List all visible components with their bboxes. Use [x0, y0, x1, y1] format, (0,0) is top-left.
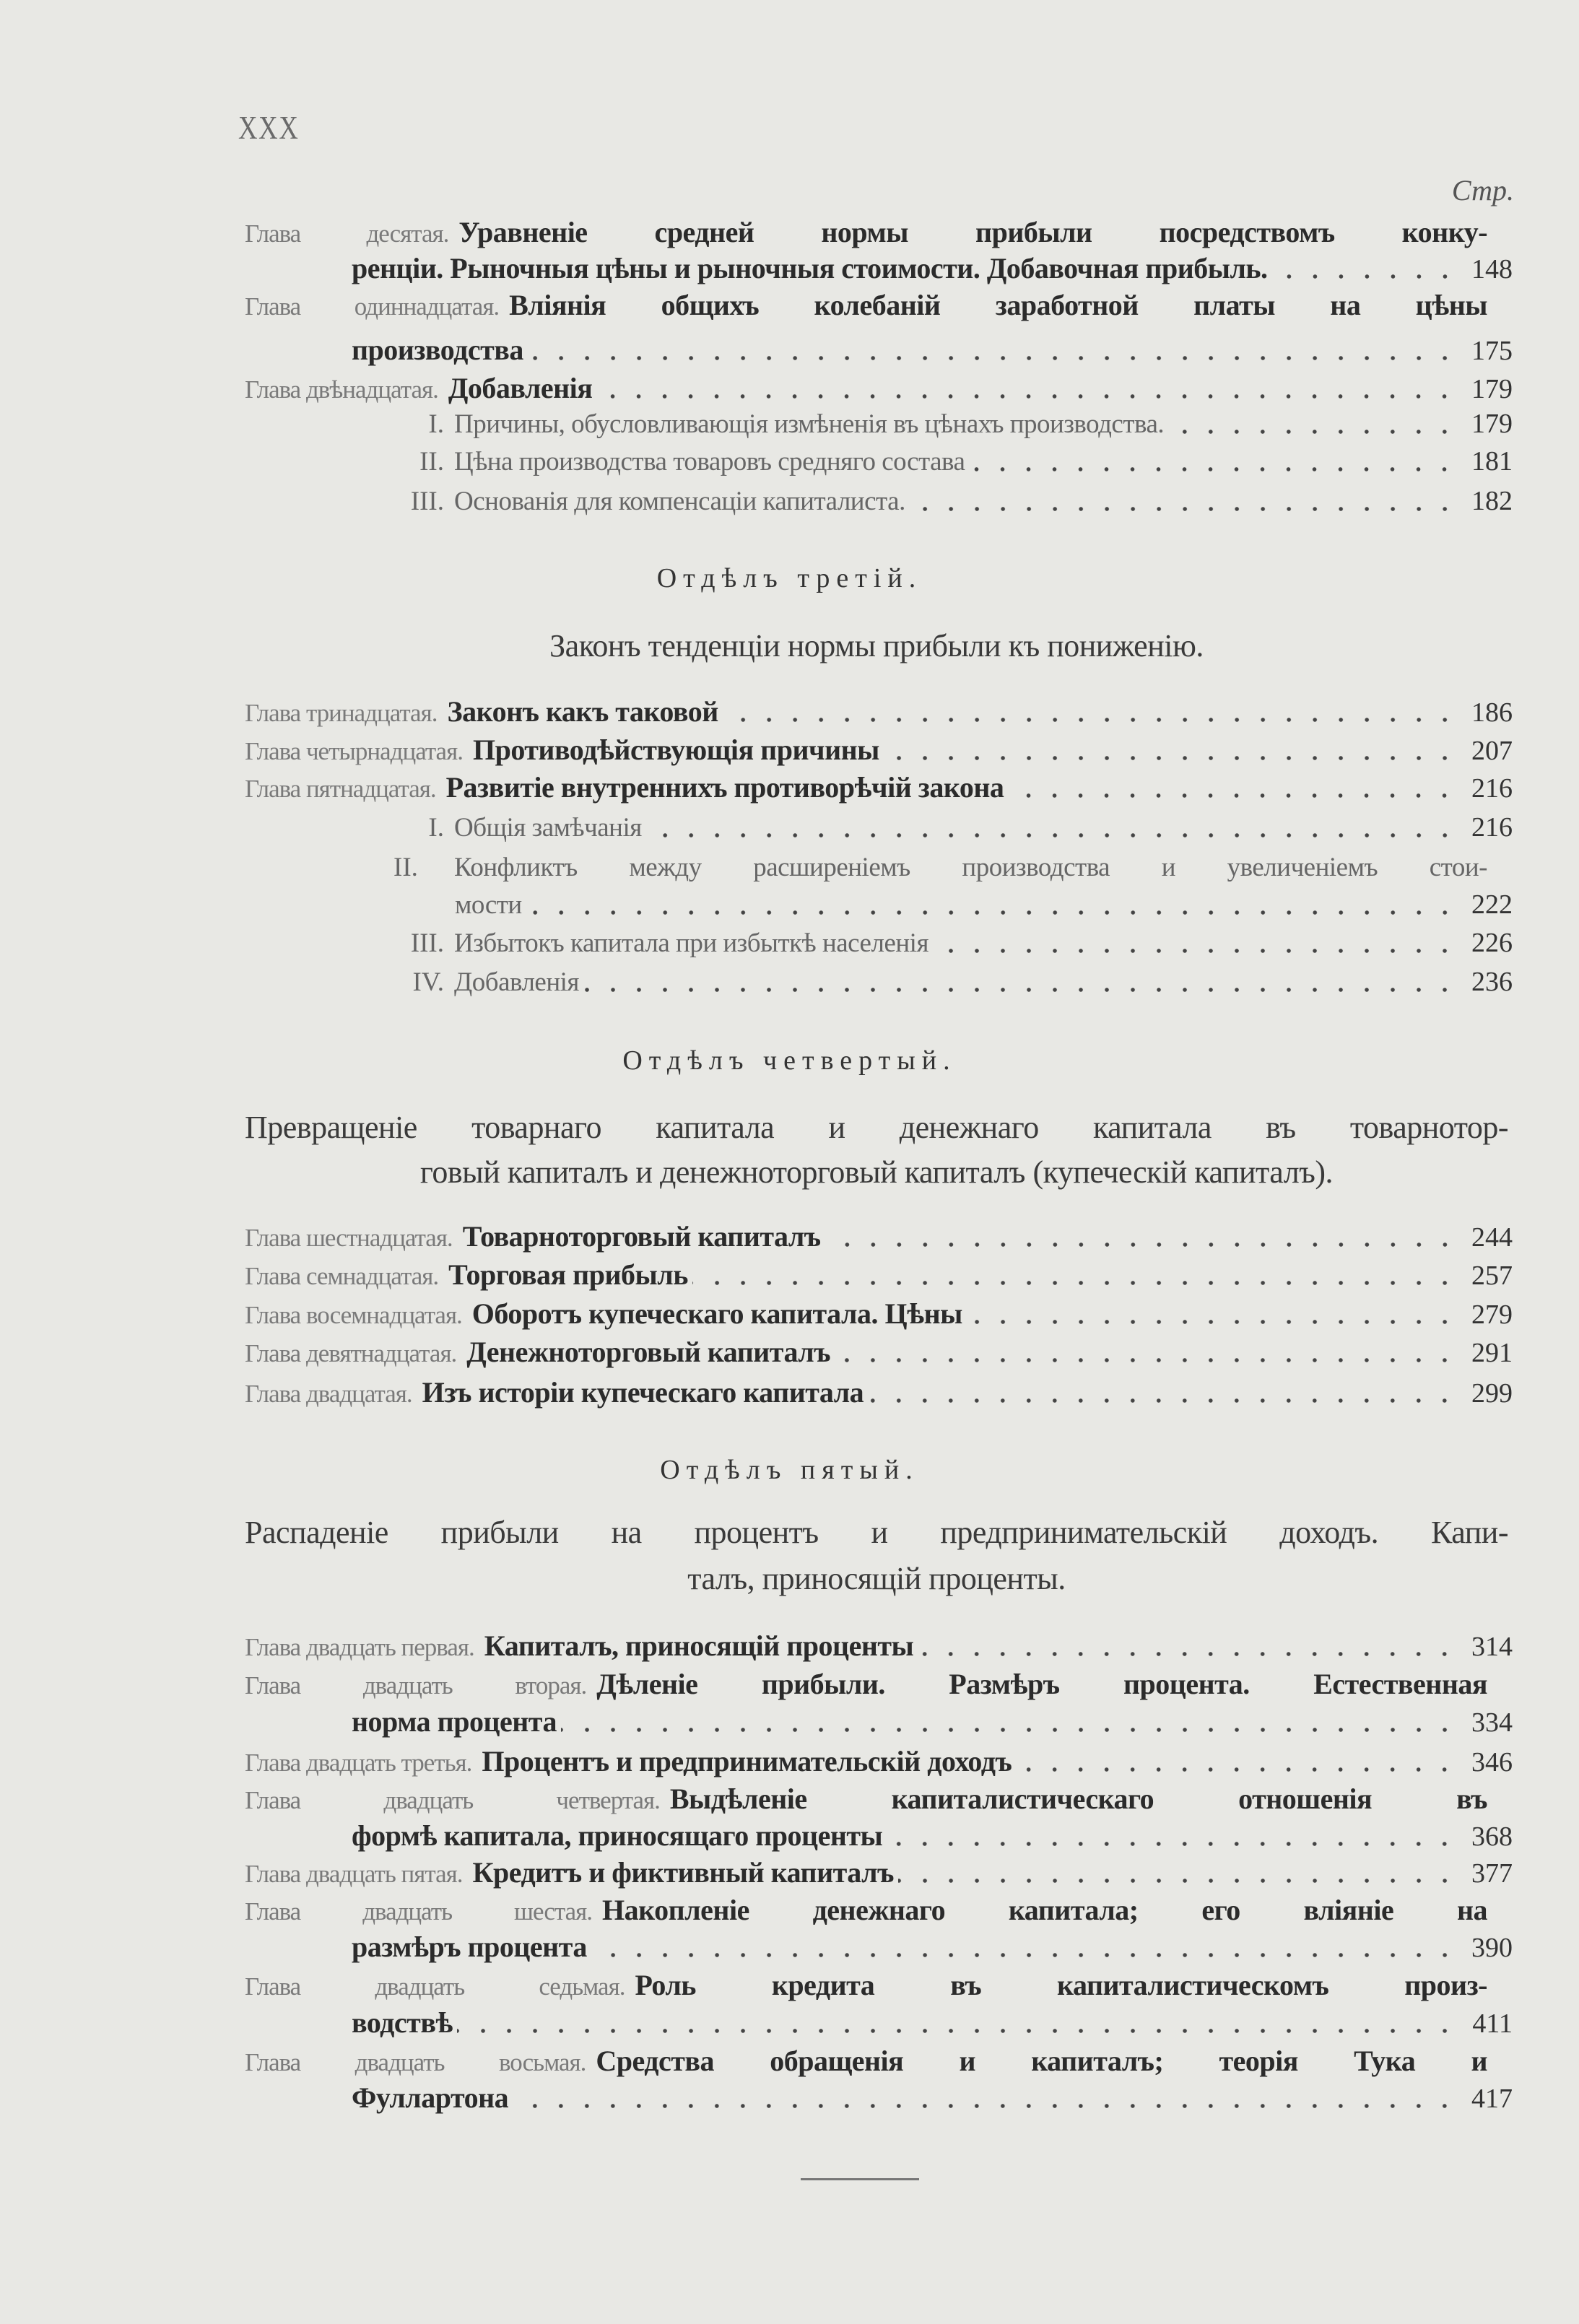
dot-leader [526, 910, 1458, 915]
page-ref[interactable]: 175 [1471, 336, 1513, 366]
dot-leader [825, 1242, 1458, 1247]
dot-leader [1168, 430, 1458, 434]
page-ref[interactable]: 346 [1471, 1747, 1513, 1777]
subsection-line[interactable] [393, 406, 1513, 441]
chapter-line[interactable] [352, 2006, 1513, 2040]
subsection-number: III. [410, 487, 444, 516]
page-ref[interactable]: 377 [1471, 1858, 1513, 1889]
page-ref[interactable]: 216 [1471, 812, 1513, 843]
page-ref[interactable]: 236 [1471, 967, 1513, 997]
chapter-line[interactable] [352, 251, 1513, 286]
subsection-line[interactable] [455, 887, 1513, 922]
subsection-title[interactable]: Общія замѣчанія [454, 813, 642, 843]
chapter-label: Глава семнадцатая. [245, 1262, 439, 1290]
page-number: XXX [238, 109, 300, 146]
chapter-label: Глава двѣнадцатая. [245, 375, 438, 404]
chapter-label: Глава двадцать шестая. [245, 1897, 593, 1925]
page-column-header: Стр. [1451, 174, 1514, 206]
chapter-title[interactable]: Торговая прибыль [448, 1258, 688, 1291]
chapter-title[interactable]: формѣ капитала, приносящаго проценты [352, 1819, 883, 1852]
subsection-number: III. [410, 928, 444, 958]
chapter-label: Глава восемнадцатая. [245, 1301, 462, 1329]
chapter-label: Глава двадцать первая. [245, 1633, 474, 1661]
chapter-line[interactable] [245, 733, 1513, 767]
page-ref[interactable]: 226 [1471, 928, 1513, 958]
page-ref[interactable]: 179 [1471, 409, 1513, 439]
chapter-title[interactable]: Денежноторговый капиталъ [466, 1336, 831, 1368]
page-ref[interactable]: 257 [1471, 1261, 1513, 1291]
chapter-title[interactable]: Товарноторговый капиталъ [462, 1220, 821, 1253]
page-ref[interactable]: 417 [1471, 2084, 1513, 2114]
chapter-label: Глава четырнадцатая. [245, 737, 463, 765]
page-ref[interactable]: 291 [1471, 1338, 1513, 1368]
chapter-title[interactable]: Кредитъ и фиктивный капиталъ [472, 1856, 894, 1889]
chapter-line[interactable] [352, 1930, 1513, 1964]
dot-leader [583, 988, 1458, 992]
chapter-line[interactable] [245, 1297, 1513, 1331]
dot-leader [1008, 793, 1458, 798]
page-ref[interactable]: 334 [1471, 1707, 1513, 1738]
dot-leader [918, 1652, 1458, 1656]
chapter-line[interactable] [245, 1667, 1487, 1702]
chapter-title[interactable]: Роль кредита въ капиталистическомъ произ- [635, 1969, 1487, 2001]
chapter-title[interactable]: Уравненіе средней нормы прибыли посредствомъ конку- [458, 216, 1487, 248]
chapter-title[interactable]: Добавленія [448, 372, 593, 404]
subsection-line[interactable] [393, 810, 1513, 845]
page-ref[interactable]: 244 [1471, 1222, 1513, 1253]
subsection-line[interactable] [393, 965, 1513, 999]
chapter-line[interactable] [245, 215, 1487, 250]
chapter-line[interactable] [245, 1968, 1487, 2003]
chapter-label: Глава двадцатая. [245, 1380, 412, 1408]
dot-leader [561, 1728, 1458, 1732]
chapter-label: Глава двадцать четвертая. [245, 1786, 660, 1814]
page-ref[interactable]: 182 [1471, 486, 1513, 516]
chapter-title[interactable]: Законъ какъ таковой [447, 695, 718, 728]
chapter-label: Глава двадцать третья. [245, 1749, 472, 1777]
chapter-label: Глава одиннадцатая. [245, 292, 500, 321]
page-ref[interactable]: 390 [1471, 1933, 1513, 1963]
chapter-title[interactable]: Фуллартона [352, 2081, 509, 2114]
chapter-line[interactable] [352, 1819, 1513, 1853]
page-ref[interactable]: 181 [1471, 446, 1513, 476]
subsection-title[interactable]: Цѣна производства товаровъ средняго состава [454, 447, 965, 476]
chapter-title[interactable]: Капиталъ, приносящій проценты [484, 1629, 914, 1662]
chapter-line[interactable] [245, 1629, 1513, 1663]
subsection-line[interactable] [393, 444, 1513, 479]
chapter-line[interactable] [245, 1335, 1513, 1370]
dot-leader [596, 394, 1458, 399]
dot-leader [884, 756, 1458, 760]
subsection-number: I. [428, 409, 444, 439]
chapter-line[interactable] [245, 2044, 1487, 2079]
chapter-line[interactable] [245, 371, 1513, 406]
dot-leader [969, 467, 1458, 471]
page-ref[interactable]: 222 [1471, 889, 1513, 920]
chapter-title[interactable]: размѣръ процента [352, 1931, 587, 1963]
chapter-title[interactable]: Оборотъ купеческаго капитала. Цѣны [471, 1297, 962, 1330]
chapter-label: Глава десятая. [245, 219, 449, 248]
dot-leader [513, 2104, 1458, 2108]
chapter-title[interactable]: Противодѣйствующія причины [472, 734, 879, 766]
dot-leader [967, 1320, 1458, 1324]
chapter-line[interactable] [245, 1855, 1513, 1890]
subsection-line[interactable] [393, 926, 1513, 960]
page-ref[interactable]: 148 [1471, 254, 1513, 284]
subsection-title[interactable]: Причины, обусловливающія измѣненія въ цѣнахъ производства. [454, 409, 1165, 439]
chapter-line[interactable] [245, 1782, 1487, 1816]
dot-leader [933, 949, 1458, 953]
chapter-label: Глава девятнадцатая. [245, 1339, 457, 1367]
page-ref[interactable]: 368 [1471, 1822, 1513, 1852]
dot-leader [868, 1398, 1458, 1403]
chapter-line[interactable] [352, 333, 1513, 367]
dot-leader [692, 1281, 1458, 1285]
chapter-title[interactable]: Дѣленіе прибыли. Размѣръ процента. Естественная [596, 1668, 1487, 1700]
chapter-title[interactable]: Изъ исторіи купеческаго капитала [422, 1376, 864, 1409]
subsection-title[interactable]: Избытокъ капитала при избыткѣ населенія [454, 928, 928, 958]
subsection-number: IV. [412, 967, 444, 997]
subsection-number: II. [393, 853, 418, 882]
chapter-title[interactable]: водствѣ [352, 2006, 453, 2039]
section-title: Превращеніе товарнаго капитала и денежнаго капитала въ товарнотор- [245, 1110, 1508, 1145]
chapter-line[interactable] [245, 770, 1513, 805]
subsection-title[interactable]: мости [455, 890, 522, 920]
dot-leader [1272, 274, 1458, 279]
chapter-title[interactable]: норма процента [352, 1705, 557, 1738]
page-ref[interactable]: 411 [1472, 2009, 1513, 2039]
page-ref[interactable]: 186 [1471, 697, 1513, 728]
page-ref[interactable]: 207 [1471, 736, 1513, 766]
chapter-label: Глава пятнадцатая. [245, 775, 436, 803]
dot-leader [646, 833, 1458, 837]
chapter-line[interactable] [245, 695, 1513, 729]
chapter-title[interactable]: ренціи. Рыночныя цѣны и рыночныя стоимости. Добавочная прибыль. [352, 252, 1268, 284]
chapter-label: Глава двадцать седьмая. [245, 1972, 625, 2001]
chapter-label: Глава двадцать пятая. [245, 1860, 463, 1888]
chapter-label: Глава тринадцатая. [245, 699, 438, 727]
subsection-title[interactable]: Основанія для компенсаціи капиталиста. [454, 487, 905, 516]
chapter-title[interactable]: Накопленіе денежнаго капитала; его вліяніе на [602, 1894, 1487, 1926]
chapter-line[interactable] [352, 2081, 1513, 2115]
chapter-title[interactable]: Средства обращенія и капиталъ; теорія Тука и [596, 2045, 1487, 2077]
page-ref[interactable]: 314 [1471, 1632, 1513, 1662]
chapter-line[interactable] [245, 1258, 1513, 1292]
subsection-line[interactable] [393, 484, 1513, 518]
subsection-title[interactable]: Конфликтъ между расширеніемъ производства и увеличеніемъ стои- [454, 853, 1487, 882]
dot-leader [887, 1842, 1458, 1846]
dot-leader [1016, 1767, 1458, 1772]
chapter-line[interactable] [352, 1705, 1513, 1739]
page-ref[interactable]: 279 [1471, 1300, 1513, 1330]
subsection-number: I. [428, 813, 444, 843]
dot-leader [910, 507, 1458, 511]
chapter-label: Глава двадцать восьмая. [245, 2048, 586, 2076]
section-title: Законъ тенденціи нормы прибыли къ пониженію. [549, 628, 1204, 663]
chapter-title[interactable]: Процентъ и предпринимательскій доходъ [482, 1745, 1012, 1777]
chapter-title[interactable]: Вліянія общихъ колебаній заработной платы на цѣны [509, 289, 1487, 321]
section-title: талъ, приносящій проценты. [687, 1561, 1066, 1596]
subsection-title[interactable]: Добавленія [454, 967, 579, 997]
dot-leader [457, 2029, 1458, 2033]
closing-rule [801, 2178, 919, 2180]
chapter-line[interactable] [245, 1375, 1513, 1410]
chapter-label: Глава шестнадцатая. [245, 1224, 453, 1252]
page-ref[interactable]: 179 [1471, 374, 1513, 404]
page-ref[interactable]: 216 [1471, 773, 1513, 804]
chapter-title[interactable]: производства [352, 334, 523, 366]
chapter-line[interactable] [245, 288, 1487, 323]
chapter-line[interactable] [245, 1219, 1513, 1254]
subsection-line[interactable] [393, 849, 1487, 884]
dot-leader [835, 1358, 1458, 1362]
subsection-number: II. [419, 447, 444, 476]
dot-leader [591, 1953, 1458, 1957]
dot-leader [898, 1879, 1458, 1883]
section-title: говый капиталъ и денежноторговый капиталъ (купеческій капиталъ). [419, 1154, 1334, 1190]
section-heading: Отдѣлъ четвертый. [622, 1045, 957, 1076]
section-title: Распаденіе прибыли на процентъ и предпринимательскій доходъ. Капи- [245, 1515, 1508, 1550]
section-heading: Отдѣлъ третій. [656, 563, 923, 593]
section-heading: Отдѣлъ пятый. [660, 1455, 919, 1485]
dot-leader [723, 718, 1458, 722]
chapter-label: Глава двадцать вторая. [245, 1671, 587, 1700]
chapter-title[interactable]: Выдѣленіе капиталистическаго отношенія въ [669, 1783, 1487, 1815]
page-ref[interactable]: 299 [1471, 1378, 1513, 1409]
chapter-line[interactable] [245, 1744, 1513, 1779]
chapter-title[interactable]: Развитіе внутреннихъ противорѣчій закона [445, 771, 1004, 804]
dot-leader [528, 356, 1458, 360]
chapter-line[interactable] [245, 1893, 1487, 1928]
